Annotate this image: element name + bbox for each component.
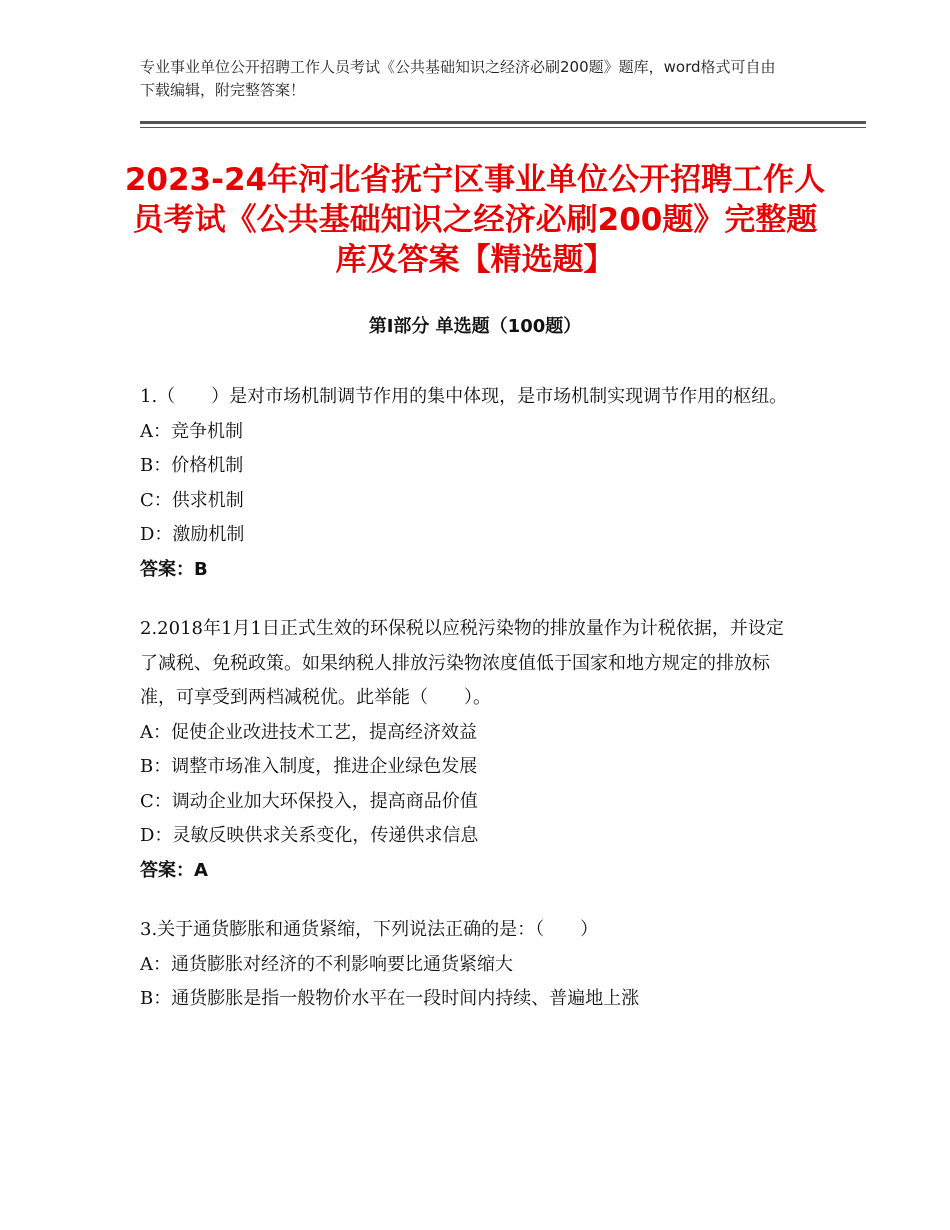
option-d: D：激励机制 (140, 524, 245, 545)
header-rule-thick (140, 121, 866, 124)
option-c: C：调动企业加大环保投入，提高商品价值 (140, 790, 478, 812)
option-a: A：通货膨胀对经济的不利影响要比通货紧缩大 (140, 953, 513, 975)
question-list (140, 380, 800, 1042)
answer: 答案：B (140, 558, 208, 580)
header-rule-thin (140, 127, 866, 128)
document-title: 2023-24年河北省抚宁区事业单位公开招聘工作人员考试《公共基础知识之经济必刷200题》完整题库及答案【精选题】 (124, 162, 826, 278)
section-title: 第I部分 单选题（100题） (368, 316, 582, 337)
option-c: C：供求机制 (140, 489, 244, 511)
question-3 (140, 913, 800, 1017)
question-stem: 1.（ ）是对市场机制调节作用的集中体现，是市场机制实现调节作用的枢纽。 (140, 386, 788, 407)
option-b: B：通货膨胀是指一般物价水平在一段时间内持续、普遍地上涨 (140, 988, 640, 1009)
option-b: B：价格机制 (140, 455, 244, 476)
question-stem: 3.关于通货膨胀和通货紧缩，下列说法正确的是：（ ） (140, 919, 599, 940)
question-2 (140, 612, 800, 888)
question-1 (140, 380, 800, 587)
header-note: 专业事业单位公开招聘工作人员考试《公共基础知识之经济必刷200题》题库，word格式可自由下载编辑，附完整答案！ (140, 58, 776, 99)
option-a: A：促使企业改进技术工艺，提高经济效益 (140, 721, 477, 743)
question-stem: 2.2018年1月1日正式生效的环保税以应税污染物的排放量作为计税依据，并设定了减税、免税政策。如果纳税人排放污染物浓度值低于国家和地方规定的排放标准，可享受到两档减税优。此举能（ ）。 (140, 618, 784, 708)
option-a: A：竞争机制 (140, 420, 243, 442)
option-d: D：灵敏反映供求关系变化，传递供求信息 (140, 825, 479, 846)
answer: 答案：A (140, 859, 208, 881)
option-b: B：调整市场准入制度，推进企业绿色发展 (140, 756, 478, 777)
